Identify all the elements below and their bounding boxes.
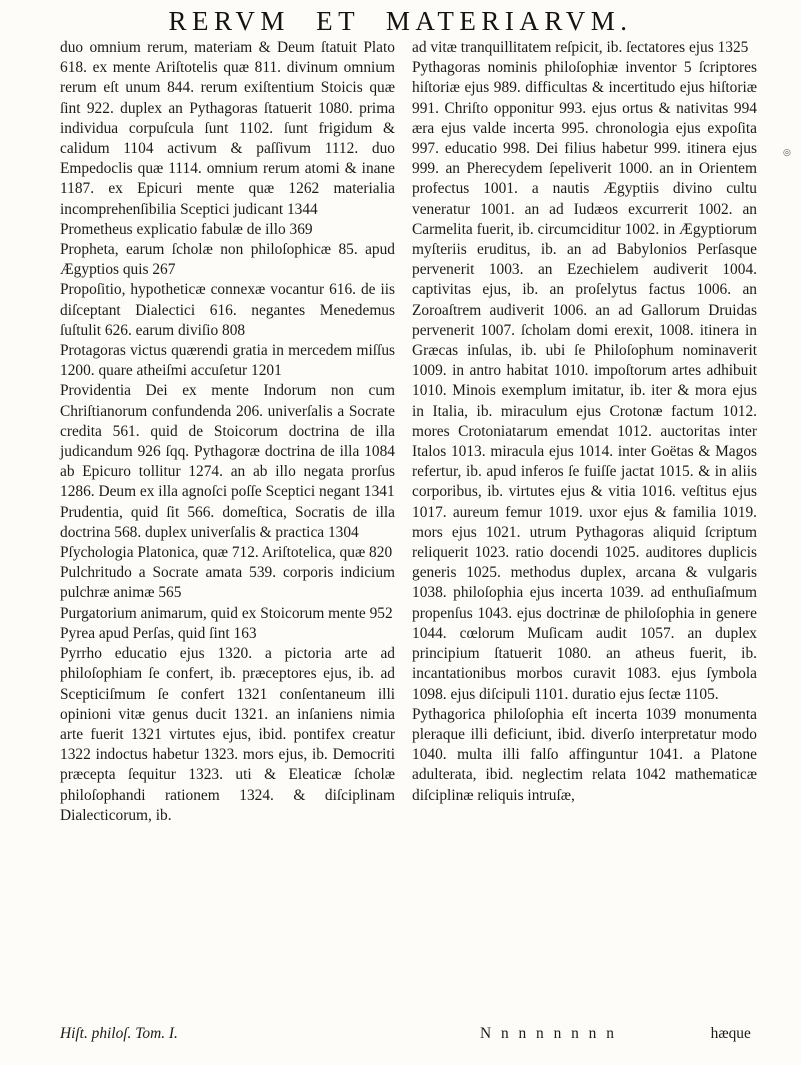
right-column: [412, 38, 757, 806]
index-entry: Pythagorica philoſophia eſt incerta 1039 monumenta pleraque illi deficiunt, ibid. diverſo interpretatur modo 1040. multa illi falſo affinguntur 1041. a Platone adulterata, ibid. neglectim relata 1042 mathematicæ diſciplinæ reliquis intruſæ,: [412, 705, 757, 804]
index-entry: duo omnium rerum, materiam & Deum ſtatuit Plato 618. ex mente Ariſtotelis quæ 811. divinum omnium rerum eſt unum 844. rerum exiſtentium Stoicis quæ ſint 922. duplex an Pythagoras ſtatuerit 1080. prima individua corpuſcula ſunt 1102. ſunt frigidum & calidum 1104 activum & paſſivum 1112. duo Empedoclis quæ 1114. omnium rerum atomi & inane 1187. ex Epicuri mente quæ 1262 materialia incomprehenſibilia Sceptici judicant 1344: [60, 39, 395, 218]
running-title: Hiſt. philoſ. Tom. I.: [60, 1025, 178, 1042]
margin-mark-icon: ◎: [783, 148, 791, 158]
index-entry: Pulchritudo a Socrate amata 539. corporis indicium pulchræ animæ 565: [60, 564, 395, 602]
index-entry: Pyrrho educatio ejus 1320. a pictoria arte ad philoſophiam ſe confert, ib. præceptores ejus, ib. ad Scepticiſmum ſe confert 1321 conſentaneum illi opinioni vitæ genus ducit 1321. an inſaniens nimia arte fuerit 1321 virtutes ejus, ibid. pontifex creatur 1322 indoctus habetur 1323. mors ejus, ib. Democriti præcepta ſequitur 1323. uti & Eleaticæ ſcholæ philoſophandi rationem 1324. & diſciplinam Dialecticorum, ib.: [60, 645, 395, 824]
index-entry: Pythagoras nominis philoſophiæ inventor 5 ſcriptores hiſtoriæ ejus 989. difficultas & incertitudo ejus hiſtoriæ 991. Chriſto opponitur 993. ejus ortus & nativitas 994 æra ejus valde incerta 995. chronologia ejus expoſita 997. educatio 998. Dei filius habetur 999. itinera ejus 999. an Pherecydem ſepeliverit 1000. an in Orientem profectus 1001. a nautis Ægyptiis divino cultu veneratur 1001. an ad Iudæos excurrerit 1002. an Carmelita fuerit, ib. circumciditur 1002. in Ægyptiorum myſteriis eruditus, ib. an ad Babylonios Perſasque pervenerit 1003. an Ezechielem audiverit 1004. captivitas ejus, ib. an proſelytus factus 1006. an Zoroaſtrem audiverit 1006. an ad Gallorum Druidas pervenerit 1007. ſcholam domi erexit, 1008. itinera in Græcas inſulas, ib. ubi ſe Philoſophum nominaverit 1009. in antro habitat 1010. impoſtorum artes adhibuit 1010. Minois exemplum imitatur, ib. iter & mora ejus in Italia, ib. miraculum ejus Crotonæ factum 1012. mores Crotoniatarum emendat 1012. auctoritas inter Italos 1013. miracula ejus 1014. inter Goëtas & Magos refertur, ib. apud inferos ſe fuiſſe jactat 1015. & in aliis corporibus, ib. virtutes ejus & vitia 1016. veſtitus ejus 1017. aureum femur 1019. uxor ejus & familia 1019. mors ejus 1021. utrum Pythagoras aliquid ſcriptum reliquerit 1023. ratio docendi 1025. auditores duplicis generis 1025. methodus duplex, arcana & vulgaris 1038. philoſophia ejus incerta 1039. ad enthuſiaſmum propenſus 1043. ejus doctrinæ de philoſophia in genere 1044. cœlorum Muſicam audit 1057. an duplex principium ſtatuerit 1080. an atheus fuerit, ib. incantationibus morbos curavit 1083. ejus ſymbola 1098. ejus diſcipuli 1101. duratio ejus ſectæ 1105.: [412, 59, 757, 703]
index-entry: Propheta, earum ſcholæ non philoſophicæ 85. apud Ægyptios quis 267: [60, 241, 395, 279]
index-entry: Prometheus explicatio fabulæ de illo 369: [60, 220, 313, 238]
index-entry: Pſychologia Platonica, quæ 712. Ariſtotelica, quæ 820: [60, 544, 393, 562]
index-entry: Purgatorium animarum, quid ex Stoicorum mente 952: [60, 604, 393, 622]
index-entry: ad vitæ tranquillitatem reſpicit, ib. ſectatores ejus 1325: [412, 39, 749, 56]
index-entry: Pyrea apud Perſas, quid ſint 163: [60, 624, 257, 642]
index-entry: Prudentia, quid ſit 566. domeſtica, Socratis de illa doctrina 568. duplex univerſalis & practica 1304: [60, 503, 395, 541]
page-header: RERVM ET MATERIARVM.: [168, 6, 633, 36]
index-entry: Protagoras victus quærendi gratia in mercedem miſſus 1200. quare atheiſmi accuſetur 1201: [60, 342, 395, 380]
catchword: hæque: [710, 1025, 751, 1042]
signature: N n n n n n n n: [480, 1025, 617, 1042]
left-column: [60, 38, 395, 826]
index-entry: Providentia Dei ex mente Indorum non cum Chriſtianorum confundenda 206. univerſalis a Socrate credita 561. quid de Stoicorum doctrina de illa judicandum 926 ſqq. Pythagoræ doctrina de illa 1084 ab Epicuro tollitur 1274. an ab illo negata prorſus 1286. Deum ex illa agnoſci poſſe Sceptici negant 1341: [60, 382, 395, 501]
index-entry: Propoſitio, hypotheticæ connexæ vocantur 616. de iis diſceptant Dialectici 616. negantes Menedemus ſuſtulit 626. earum diviſio 808: [60, 281, 395, 339]
signature-mark: [480, 1025, 751, 1043]
